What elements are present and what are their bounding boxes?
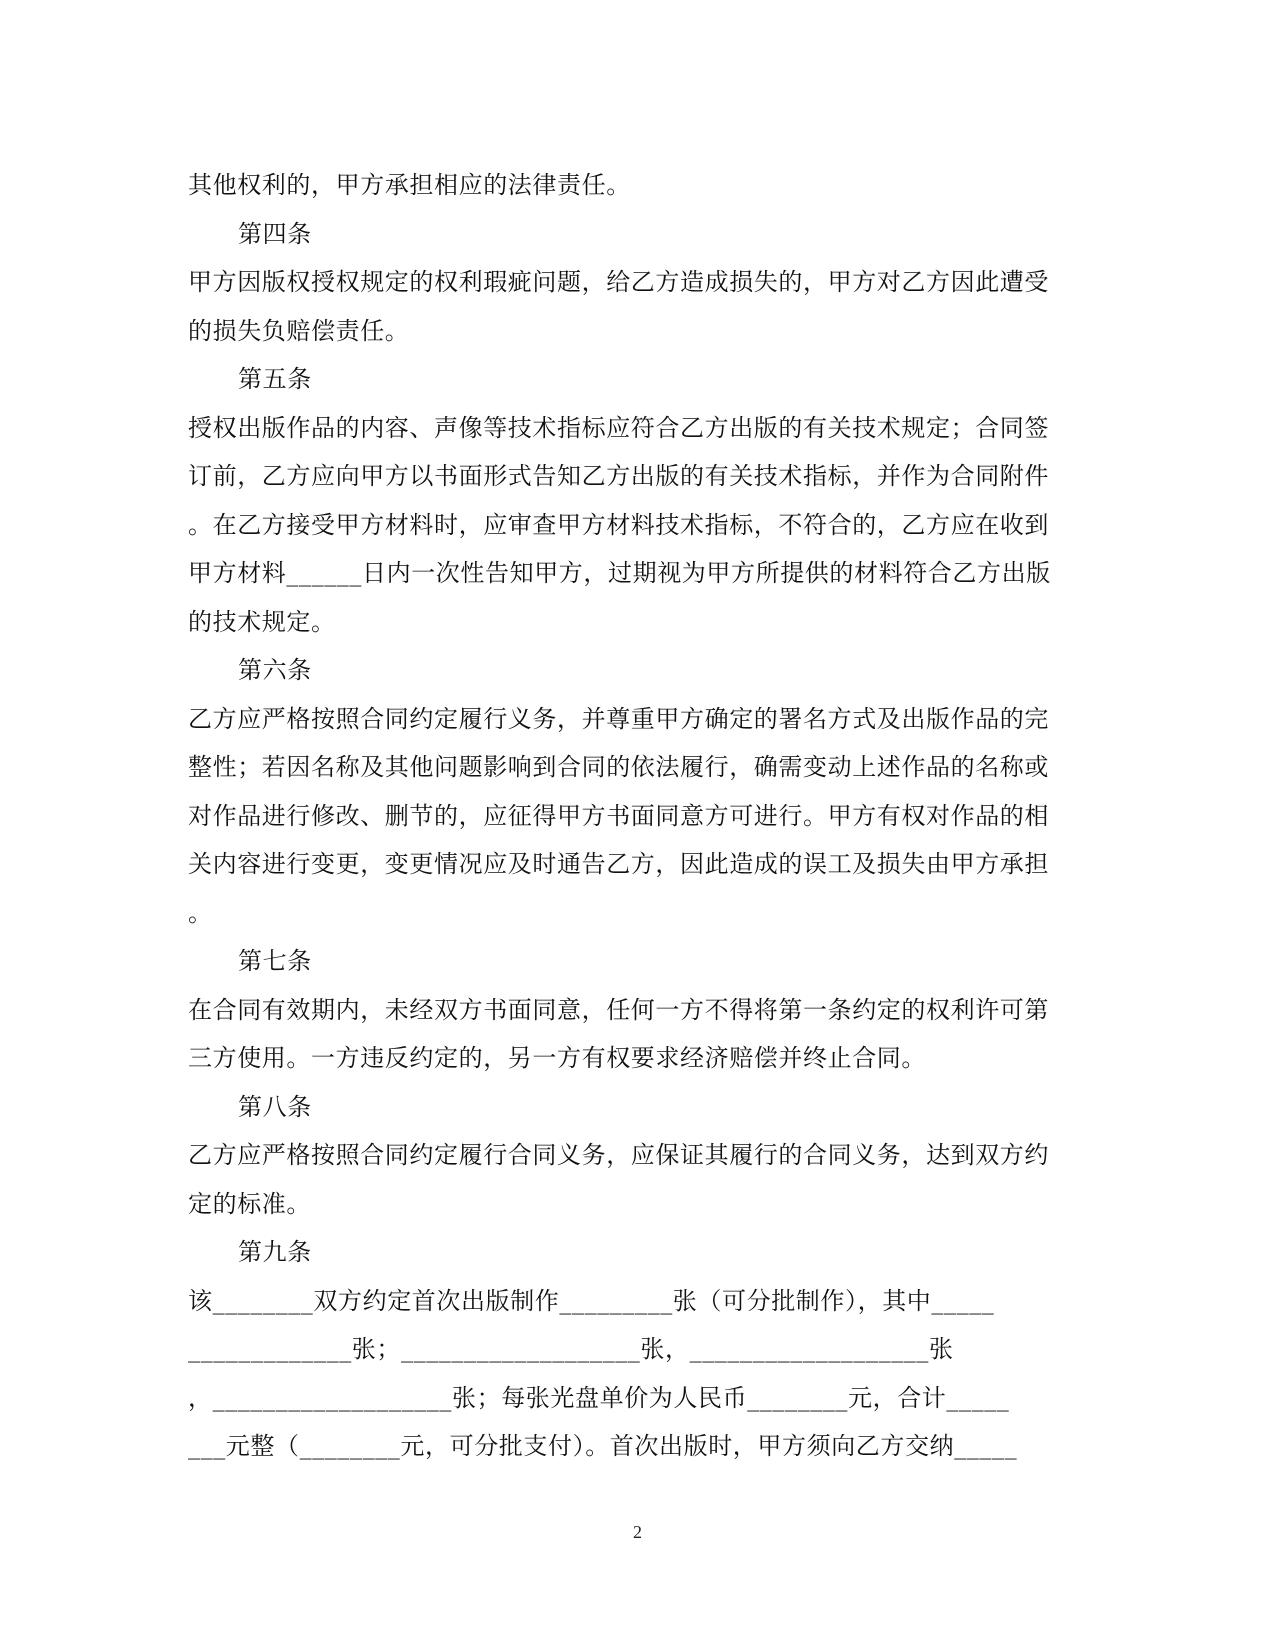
article-heading: 第七条 [238,947,312,975]
text-line: 乙方应严格按照合同约定履行义务，并尊重甲方确定的署名方式及出版作品的完 [188,704,1049,733]
article-heading: 第六条 [238,656,312,684]
article-heading: 第四条 [238,219,312,248]
text-line: 乙方应严格按照合同约定履行合同义务，应保证其履行的合同义务，达到双方约 [188,1141,1049,1169]
text-line: 授权出版作品的内容、声像等技术指标应符合乙方出版的有关技术规定；合同签 [188,413,1049,442]
text-line: 。 [188,898,213,927]
text-line: 其他权利的，甲方承担相应的法律责任。 [188,171,631,199]
text-line: 该________双方约定首次出版制作_________张（可分批制作），其中_____ [188,1286,995,1315]
text-line: ，___________________张；每张光盘单价为人民币________元，合计_____ [188,1383,1010,1412]
article-heading: 第九条 [238,1238,312,1266]
text-line: 。在乙方接受甲方材料时，应审查甲方材料技术指标，不符合的，乙方应在收到 [188,510,1049,539]
page-number: 2 [633,1522,642,1542]
text-line: ___元整（________元，可分批支付）。首次出版时，甲方须向乙方交纳_____ [188,1432,1018,1460]
text-line: 定的标准。 [188,1189,311,1218]
text-line: 对作品进行修改、删节的，应征得甲方书面同意方可进行。甲方有权对作品的相 [188,801,1049,830]
text-line: 关内容进行变更，变更情况应及时通告乙方，因此造成的误工及损失由甲方承担 [188,850,1049,878]
text-line: 三方使用。一方违反约定的，另一方有权要求经济赔偿并终止合同。 [188,1044,926,1072]
text-line: 订前，乙方应向甲方以书面形式告知乙方出版的有关技术指标，并作为合同附件 [188,462,1049,490]
document-body [188,161,1088,1471]
text-line: _____________张；___________________张，___________________张 [188,1335,954,1363]
text-line: 的损失负赔偿责任。 [188,316,410,345]
article-heading: 第五条 [238,365,312,393]
text-line: 的技术规定。 [188,607,336,636]
text-line: 整性；若因名称及其他问题影响到合同的依法履行，确需变动上述作品的名称或 [188,753,1049,781]
article-heading: 第八条 [238,1092,312,1121]
text-line: 在合同有效期内，未经双方书面同意，任何一方不得将第一条约定的权利许可第 [188,995,1049,1024]
text-line: 甲方因版权授权规定的权利瑕疵问题，给乙方造成损失的，甲方对乙方因此遭受 [188,268,1049,296]
text-line: 甲方材料______日内一次性告知甲方，过期视为甲方所提供的材料符合乙方出版 [188,559,1051,587]
